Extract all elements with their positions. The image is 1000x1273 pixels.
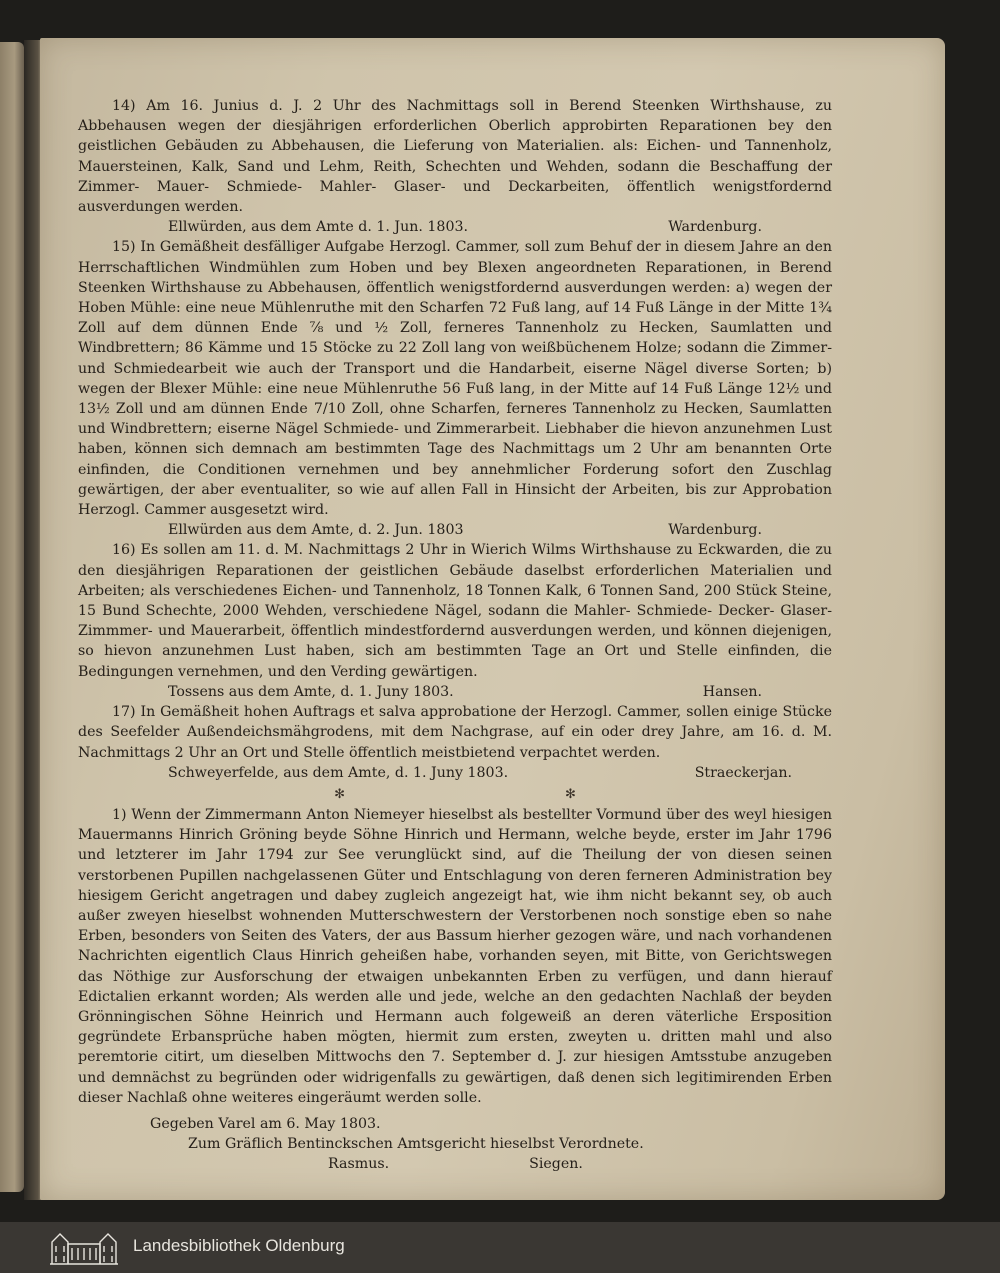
notice-15-signature <box>78 520 832 540</box>
notice-signer: Hansen. <box>702 683 762 700</box>
notice-place-date: Tossens aus dem Amte, d. 1. Juny 1803. <box>168 683 454 700</box>
notice-place-date: Schweyerfelde, aus dem Amte, d. 1. Juny 1803. <box>168 764 509 781</box>
notice-14-signature <box>78 217 832 237</box>
facing-page-edge <box>0 42 24 1192</box>
notice-16-text: 16) Es sollen am 11. d. M. Nachmittags 2 Uhr in Wierich Wilms Wirthshause zu Eckwarden, die zu den diesjährigen Reparationen der geistlichen Gebäude daselbst erforderlichen Materialien und Arbeiten; als verschiedenes Eichen- und Tannenholz, 18 Tonnen Kalk, 6 Tonnen Sand, 200 Stück Steine, 15 Bund Schechte, 2000 Wehden, verschiedene Nägel, sodann die Mahler- Schmiede- Decker- Glaser- Zimmmer- und Mauerarbeit, öffentlich mindestfordernd ausverdungen werden, und können diejenigen, so hievon anzunehmen Lust haben, sich am bestimmten Tage an Ort und Stelle einfinden, die Bedingungen vernehmen, und den Verding gewärtigen. <box>78 542 832 680</box>
notice-15-text: 15) In Gemäßheit desfälliger Aufgabe Herzogl. Cammer, soll zum Behuf der in diesem Jahre an den Herrschaftlichen Windmühlen zum Hoben und bey Blexen angeordneten Reparationen, in Berend Steenken Wirthshause zu Abbehausen, öffentlich wenigstfordernd ausverdungen werden: a) wegen der Hoben Mühle: eine neue Mühlenruthe mit den Scharfen 72 Fuß lang, auf 14 Fuß Länge in der Mitte 1¾ Zoll auf dem dünnen Ende ⅞ und ½ Zoll, ferneres Tannenholz zu Hecken, Saumlatten und Windbrettern; 86 Kämme und 15 Stöcke zu 22 Zoll lang von weißbüchenem Holze; sodann die Zimmer- und Schmiedearbeit wie auch der Transport und die Handarbeit, eiserne Nägel diverse Sorten; b) wegen der Blexer Mühle: eine neue Mühlenruthe 56 Fuß lang, in der Mitte auf 14 Fuß Länge 12½ und 13½ Zoll und am dünnen Ende 7/10 Zoll, ohne Scharfen, ferneres Tannenholz zu Hecken, Saumlatten und Windbrettern; eiserne Nägel Schmiede- und Zimmerarbeit. Liebhaber die hievon anzunehmen Lust haben, können sich demnach am bestimmten Tage des Nachmittags um 2 Uhr am benannten Orte einfinden, die Conditionen vernehmen und bey annehmlicher Forderung sofort den Zuschlag gewärtigen, der aber eventualiter, so wie auf allen Fall in Hinsicht der Arbeiten, bis zur Approbation Herzogl. Cammer ausgesetzt wird. <box>78 239 832 519</box>
page-text <box>78 96 832 1175</box>
notice-signer: Wardenburg. <box>668 219 762 236</box>
edict-signers <box>78 1154 832 1174</box>
library-name[interactable]: Landesbibliothek Oldenburg <box>133 1236 345 1255</box>
edict-closing <box>78 1114 832 1175</box>
asterism-icon: ✻ <box>565 786 576 802</box>
notice-signer: Straeckerjan. <box>694 764 792 781</box>
notice-place-date: Ellwürden aus dem Amte, d. 2. Jun. 1803 <box>168 522 464 539</box>
edict-given-line: Gegeben Varel am 6. May 1803. <box>150 1115 381 1132</box>
notice-17-text: 17) In Gemäßheit hohen Auftrags et salva approbatione der Herzogl. Cammer, sollen einige Stücke des Seefelder Außendeichsmähgrodens, mit dem Nachgrase, auf ein oder drey Jahre, am 16. d. M. Nachmittags 2 Uhr an Ort und Stelle öffentlich meistbietend verpachtet werden. <box>78 704 832 761</box>
notice-place-date: Ellwürden, aus dem Amte d. 1. Jun. 1803. <box>168 219 469 236</box>
edict-text: 1) Wenn der Zimmermann Anton Niemeyer hieselbst als bestellter Vormund über des weyl hiesigen Mauermanns Hinrich Gröning beyde Söhne Hinrich und Hermann, welche beyde, erster im Jahr 1796 und letzterer im Jahr 1794 zur See verunglückt sind, auf die Theilung der von diesen seinen verstorbenen Pupillen nachgelassenen Güter und Entschlagung von deren ferneren Administration bey hiesigem Gericht angetragen und dabey zugleich angezeigt hat, wie ihm nicht bekannt sey, ob auch außer zweyen hieselbst wohnenden Mutterschwestern der Verstorbenen noch sonstige eben so nahe Erben, besonders von Seiten des Vaters, der aus Bassum hierher gezogen wäre, und nach vorhandenen Nachrichten eigentlich Claus Hinrich geheißen habe, vorhanden seyen, mit Bitte, von Gerichtswegen das Nöthige zur Ausforschung der etwaigen unbekannten Erben zu verfügen, und dann hierauf Edictalien erkannt worden; Als werden alle und jede, welche an den gedachten Nachlaß der beyden Grönningischen Söhne Heinrich und Hermann auch folgeweiß an deren väterliche Ersposition gegründete Erbansprüche haben mögten, hiermit zum ersten, zweyten u. dritten mahl und also peremtorie citirt, um dieselben Mittwochs den 7. September d. J. zur hiesigen Amtsstube anzugeben und demnächst zu begründen oder widrigenfalls zu gewärtigen, daß denen sich legitimirenden Erben dieser Nachlaß ohne weiteres eingeräumt werden solle. <box>78 806 832 1106</box>
asterism-icon: ✻ <box>334 786 345 802</box>
viewer-footer <box>0 1222 1000 1273</box>
edict-signer: Rasmus. <box>328 1156 390 1173</box>
section-separator <box>78 787 832 805</box>
edict-signer: Siegen. <box>529 1156 583 1173</box>
notice-14-text: 14) Am 16. Junius d. J. 2 Uhr des Nachmittags soll in Berend Steenken Wirthshause, zu Abbehausen wegen der diesjährigen erforderlichen Oberlich approbirten Reparationen bey den geistlichen Gebäuden zu Abbehausen, die Lieferung von Materialien. als: Eichen- und Tannenholz, Mauersteinen, Kalk, Sand und Lehm, Reith, Schechten und Wehden, sodann die Beschaffung der Zimmer- Mauer- Schmiede- Mahler- Glaser- und Deckarbeiten, öffentlich wenigstfordernd ausverdungen werden. <box>78 98 832 216</box>
notice-17-signature <box>78 763 832 783</box>
edict-office-line: Zum Gräflich Bentinckschen Amtsgericht hieselbst Verordnete. <box>188 1136 644 1153</box>
library-building-icon[interactable] <box>48 1228 120 1266</box>
notice-16-signature <box>78 682 832 702</box>
notice-signer: Wardenburg. <box>668 522 762 539</box>
